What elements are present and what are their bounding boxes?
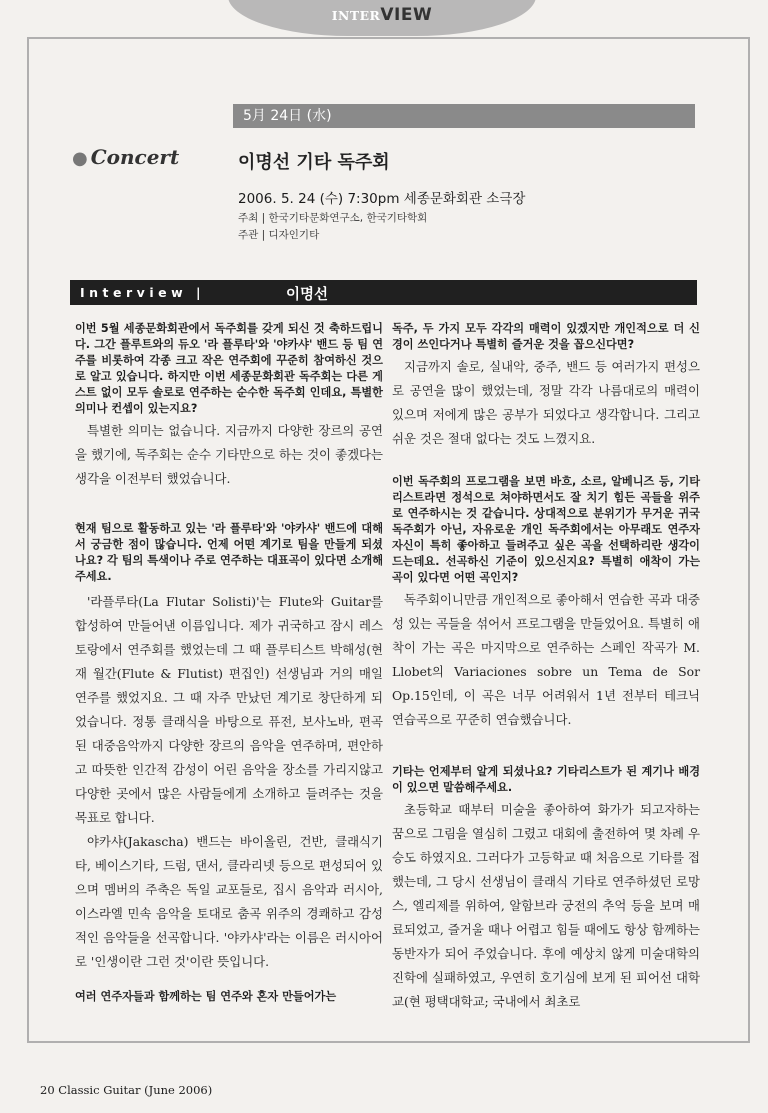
question: 현재 팀으로 활동하고 있는 '라 플루타'와 '야카샤' 밴드에 대해서 궁금한 점이 많습니다. 언제 어떤 계기로 팀을 만들게 되셨나요? 각 팀의 특색이나 주로 연주하는 대표곡이 있다면 소개해주세요. xyxy=(75,522,383,583)
bullet-icon: ● xyxy=(72,148,88,169)
section-tab xyxy=(228,0,536,36)
page-footer: 20 Classic Guitar (June 2006) xyxy=(40,1083,213,1097)
event-host: 주관 | 디자인기타 xyxy=(238,229,320,241)
interviewee-name: 이명선 xyxy=(286,287,329,303)
category-heading: ● Concert xyxy=(72,145,180,169)
question: 이번 5월 세종문화회관에서 독주회를 갖게 되신 것 축하드립니다. 그간 플루트와의 듀오 '라 플루타'와 '야카샤' 밴드 등 팀 연주를 비롯하여 각종 크고 작은 연주회에 꾸준히 참여하신 것으로 알고 있습니다. 하지만 이번 세종문화회관 독주회는 다른 게스트 없이 모두 솔로로 연주하는 순수한 독주회 인데요, 특별한 의미나 컨셉이 있는지요? xyxy=(75,322,383,415)
answer: '라플루타(La Flutar Solisti)'는 Flute와 Guitar를 합성하여 만들어낸 이름입니다. 제가 귀국하고 잠시 레스토랑에서 연주회를 했었는데 그 때 플루티스트 박해성(현재 월간(Flute & Flutist) 편집인) 선생님과 거의 매일 연주를 했었지요. 그 때 자주 만났던 계기로 창단하게 되었습니다. 정통 클래식을 바탕으로 퓨전, 보사노바, 편곡된 대중음악까지 다양한 장르의 음악을 연주하며, 편안하고 따뜻한 인간적 감성이 어린 음악을 장소를 가리지않고 다양한 곳에서 많은 사람들에게 소개하고 들려주는 것을 목표로 합니다. xyxy=(75,594,383,825)
question: 독주, 두 가지 모두 각각의 매력이 있겠지만 개인적으로 더 신경이 쓰인다거나 특별히 즐거운 것을 꼽으신다면? xyxy=(392,322,700,351)
date-badge: 5月 24日 (水) xyxy=(233,104,695,128)
answer: 지금까지 솔로, 실내악, 중주, 밴드 등 여러가지 편성으로 공연을 많이 했었는데, 정말 각각 나름대로의 매력이 있으며 저에게 많은 공부가 되었다고 생각합니다. 그리고 쉬운 것은 절대 없다는 것도 느꼈지요. xyxy=(392,359,700,446)
left-column xyxy=(75,989,383,1005)
section-label: INTERVIEW xyxy=(331,5,433,25)
event-datetime: 2006. 5. 24 (수) 7:30pm 세종문화회관 소극장 xyxy=(238,191,526,207)
event-title: 이명선 기타 독주회 xyxy=(238,152,390,173)
answer: 야카샤(Jakascha) 밴드는 바이올린, 건반, 클래식기타, 베이스기타, 드럼, 댄서, 클라리넷 등으로 편성되어 있으며 멤버의 주축은 독일 교포들로, 집시 음악과 러시아, 이스라엘 민속 음악을 토대로 춤곡 위주의 경쾌하고 감성적인 음악들을 선곡합니다. '야카샤'라는 이름은 러시아어로 '인생이란 그런 것'이란 뜻입니다. xyxy=(75,834,383,969)
right-column xyxy=(392,764,700,1014)
question: 기타는 언제부터 알게 되셨나요? 기타리스트가 된 계기나 배경이 있으면 말씀해주세요. xyxy=(392,765,700,794)
answer: 초등학교 때부터 미술을 좋아하여 화가가 되고자하는 꿈으로 그림을 열심히 그렸고 대회에 출전하여 몇 차례 우승도 하였지요. 그러다가 고등학교 때 처음으로 기타를 접했는데, 그 당시 선생님이 클래식 기타로 연주하셨던 로망스, 엘리제를 위하여, 알함브라 궁전의 추억 등을 보며 매료되었고, 즐거울 때나 어렵고 힘들 때에도 항상 함께하는 동반자가 되어 주었습니다. 후에 예상치 않게 미술대학의 진학에 실패하였고, 우연히 호기심에 보게 된 피어선 대학교(현 평택대학교; 국내에서 최초로 xyxy=(392,802,700,1009)
answer: 특별한 의미는 없습니다. 지금까지 다양한 장르의 공연을 했기에, 독주회는 순수 기타만으로 하는 것이 좋겠다는 생각을 이전부터 했었습니다. xyxy=(75,423,383,486)
interview-banner xyxy=(70,280,697,305)
left-column xyxy=(75,521,383,974)
question: 이번 독주회의 프로그램을 보면 바흐, 소르, 알베니즈 등, 기타리스트라면 정석으로 쳐야하면서도 잘 치기 힘든 곡들을 위주로 연주하시는 것 같습니다. 상대적으로 분위기가 무거운 귀국독주회가 아닌, 자유로운 개인 독주회에서는 아무래도 연주자 자신이 특히 좋아하고 들려주고 싶은 곡을 선택하리란 생각이 드는데요. 선곡하신 기준이 있으신지요? 특별히 애착이 가는 곡이 있다면 어떤 곡인지? xyxy=(392,475,700,584)
interview-label: Interview | xyxy=(80,285,206,300)
right-column xyxy=(392,474,700,732)
left-column xyxy=(75,321,383,491)
answer: 독주회이니만큼 개인적으로 좋아해서 연습한 곡과 대중성 있는 곡들을 섞어서 프로그램을 만들었어요. 특별히 애착이 가는 곡은 마지막으로 연주하는 스페인 작곡가 M. Llobet의 Variaciones sobre un Tema de Sor Op.15인데, 이 곡은 너무 어려워서 1년 전부터 테크닉 연습곡으로 꾸준히 연습했습니다. xyxy=(392,592,700,727)
question: 여러 연주자들과 함께하는 팀 연주와 혼자 만들어가는 xyxy=(75,990,337,1003)
right-column xyxy=(392,321,700,451)
event-organizer: 주최 | 한국기타문화연구소, 한국기타학회 xyxy=(238,212,428,224)
